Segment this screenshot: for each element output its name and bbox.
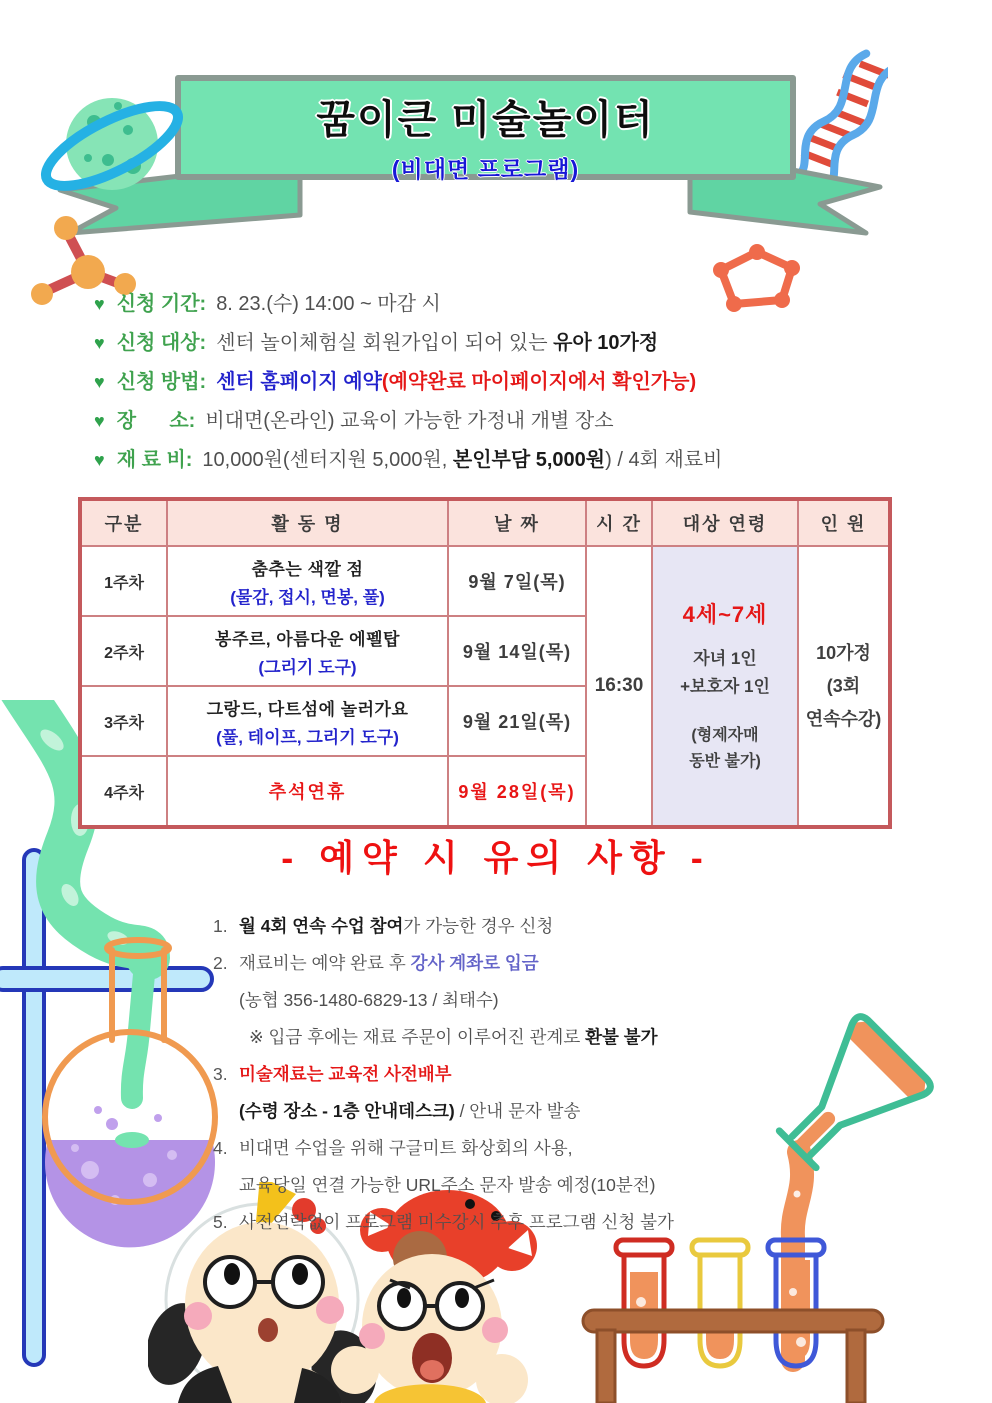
notice-text: 사전연락없이 프로그램 미수강시 추후 프로그램 신청 불가 [239, 1212, 674, 1232]
capacity-line: 10가정 [816, 642, 871, 663]
notice-number: 3. [213, 1064, 228, 1084]
notice-line [213, 1056, 853, 1093]
schedule-table [78, 497, 892, 829]
notice-text: (농협 356-1480-6829-13 / 최태수) [239, 990, 499, 1010]
page-subtitle: (비대면 프로그램) [391, 156, 580, 182]
notice-number: 5. [213, 1212, 228, 1232]
capacity-cell [798, 546, 890, 827]
week-cell: 3주차 [80, 686, 167, 756]
notice-line [213, 908, 853, 945]
notice-text: (수령 장소 - 1층 안내데스크) / 안내 문자 발송 [239, 1101, 581, 1121]
activity-title: 춤추는 색깔 점 [251, 559, 364, 579]
notice-text: ※ 입금 후에는 재료 주문이 이루어진 관계로 환불 불가 [249, 1027, 658, 1047]
notice-number: 2. [213, 953, 228, 973]
table-row-week1 [80, 546, 890, 616]
capacity-line: (3회 [826, 675, 861, 696]
activity-cell [167, 686, 448, 756]
col-header-category: 구분 [80, 499, 167, 546]
age-cell [652, 546, 798, 827]
notice-line [213, 1019, 853, 1056]
activity-materials: (풀, 테이프, 그리기 도구) [216, 727, 399, 747]
heart-bullet-icon: ♥ [94, 333, 105, 353]
notice-text: 비대면 수업을 위해 구글미트 화상회의 사용, [239, 1138, 573, 1158]
banner-text [178, 88, 793, 184]
info-row-period [94, 292, 904, 316]
notice-text: 재료비는 예약 완료 후 강사 계좌로 입금 [239, 953, 539, 973]
date-cell: 9월 21일(목) [448, 686, 586, 756]
notice-line [213, 1204, 853, 1241]
heart-bullet-icon: ♥ [94, 372, 105, 392]
notice-heading: - 예약 시 유의 사항 - [281, 837, 711, 878]
activity-materials: (그리기 도구) [258, 657, 357, 677]
info-row-place [94, 409, 904, 433]
notice-text: 미술재료는 교육전 사전배부 [239, 1064, 452, 1084]
activity-title: 그랑드, 다트섬에 놀러가요 [206, 699, 409, 719]
activity-cell [167, 546, 448, 616]
activity-title: 봉주르, 아름다운 에펠탑 [215, 629, 400, 649]
table-header-row [80, 499, 890, 546]
notice-line [213, 1130, 853, 1167]
info-label: 재 료 비: [116, 449, 193, 471]
age-line: +보호자 1인 [680, 676, 770, 696]
date-cell: 9월 7일(목) [448, 546, 586, 616]
info-value: 센터 놀이체험실 회원가입이 되어 있는 유아 10가정 [216, 332, 659, 354]
info-value: 10,000원(센터지원 5,000원, 본인부담 5,000원) / 4회 재료비 [202, 449, 723, 471]
time-cell: 16:30 [586, 546, 652, 827]
page-title: 꿈이큰 미술놀이터 [316, 98, 655, 142]
info-row-method [94, 370, 904, 394]
info-label: 신청 기간: [116, 293, 207, 315]
notice-number: 4. [213, 1138, 228, 1158]
activity-materials: (물감, 접시, 면봉, 풀) [230, 587, 385, 607]
activity-cell [167, 756, 448, 827]
col-header-activity: 활 동 명 [167, 499, 448, 546]
col-header-time: 시 간 [586, 499, 652, 546]
capacity-line: 연속수강) [805, 708, 882, 729]
info-row-fee [94, 448, 904, 472]
info-label: 신청 방법: [116, 371, 207, 393]
notice-list [213, 908, 853, 1241]
col-header-date: 날 짜 [448, 499, 586, 546]
notice-number: 1. [213, 916, 228, 936]
notice-line [213, 1167, 853, 1204]
age-range: 4세~7세 [682, 601, 768, 627]
notice-line [213, 982, 853, 1019]
info-value: 센터 홈페이지 예약(예약완료 마이페이지에서 확인가능) [216, 371, 697, 393]
week-cell: 1주차 [80, 546, 167, 616]
activity-title: 추석연휴 [268, 782, 347, 802]
col-header-capacity: 인 원 [798, 499, 890, 546]
info-row-target [94, 331, 904, 355]
age-note: (형제자매 [691, 726, 759, 744]
col-header-age: 대상 연령 [652, 499, 798, 546]
notice-text: 월 4회 연속 수업 참여가 가능한 경우 신청 [239, 916, 554, 936]
heart-bullet-icon: ♥ [94, 450, 105, 470]
notice-line [213, 1093, 853, 1130]
info-list [94, 292, 904, 487]
planet-icon [36, 64, 186, 226]
date-cell: 9월 14일(목) [448, 616, 586, 686]
info-value: 8. 23.(수) 14:00 ~ 마감 시 [216, 293, 441, 315]
age-note: 동반 불가) [689, 752, 761, 770]
notice-line [213, 945, 853, 982]
heart-bullet-icon: ♥ [94, 294, 105, 314]
info-value: 비대면(온라인) 교육이 가능한 가정내 개별 장소 [205, 410, 614, 432]
week-cell: 2주차 [80, 616, 167, 686]
info-label: 장 소: [116, 410, 196, 432]
notice-text: 교육당일 연결 가능한 URL주소 문자 발송 예정(10분전) [239, 1175, 656, 1195]
info-label: 신청 대상: [116, 332, 207, 354]
week-cell: 4주차 [80, 756, 167, 827]
heart-bullet-icon: ♥ [94, 411, 105, 431]
date-cell: 9월 28일(목) [448, 756, 586, 827]
activity-cell [167, 616, 448, 686]
age-line: 자녀 1인 [693, 648, 757, 668]
